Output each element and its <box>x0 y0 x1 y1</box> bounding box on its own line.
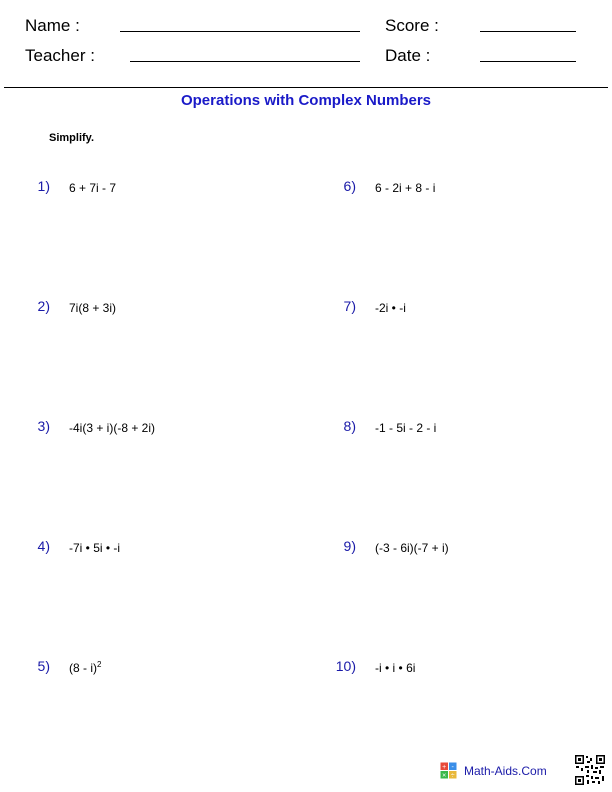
problem-expression: 7i(8 + 3i) <box>69 301 117 315</box>
worksheet-title: Operations with Complex Numbers <box>180 92 432 109</box>
date-field-line[interactable] <box>480 61 576 62</box>
problem-expression: -4i(3 + i)(-8 + 2i) <box>69 421 156 435</box>
teacher-label: Teacher : <box>25 46 95 65</box>
name-field-line[interactable] <box>120 31 360 32</box>
score-field-line[interactable] <box>480 31 576 32</box>
svg-text:-: - <box>451 763 454 771</box>
problem-expression: 6 - 2i + 8 - i <box>375 181 436 195</box>
problem-expression: (8 - i)$^2$ <box>69 660 102 675</box>
calculator-icon <box>440 762 457 779</box>
problem-number: 3) <box>37 418 50 434</box>
teacher-field-line[interactable] <box>130 61 360 62</box>
problem-number: 6) <box>343 178 356 194</box>
problem-expression: -2i • -i <box>375 301 406 315</box>
problem-number: 9) <box>343 538 356 554</box>
svg-text:÷: ÷ <box>450 772 455 779</box>
problem-number: 1) <box>37 178 50 194</box>
site-logo-text[interactable]: Math-Aids.Com <box>464 764 547 778</box>
problem-expression: -1 - 5i - 2 - i <box>375 421 437 435</box>
qr-code-icon <box>575 755 605 785</box>
name-label: Name : <box>25 16 80 35</box>
score-label: Score : <box>385 16 439 35</box>
problem-number: 5) <box>37 658 50 674</box>
problem-number: 7) <box>343 298 356 314</box>
date-label: Date : <box>385 46 431 65</box>
svg-text:+: + <box>442 763 447 771</box>
problem-number: 8) <box>343 418 356 434</box>
problem-expression: (-3 - 6i)(-7 + i) <box>375 541 449 555</box>
problem-number: 10) <box>335 658 356 674</box>
problem-number: 4) <box>37 538 50 554</box>
svg-text:×: × <box>442 772 447 779</box>
problem-expression: -7i • 5i • -i <box>69 541 121 555</box>
problem-expression: 6 + 7i - 7 <box>69 181 117 195</box>
problem-expression: -i • i • 6i <box>375 661 416 675</box>
problem-number: 2) <box>37 298 50 314</box>
header-divider <box>4 87 608 88</box>
instructions: Simplify. <box>49 132 95 144</box>
